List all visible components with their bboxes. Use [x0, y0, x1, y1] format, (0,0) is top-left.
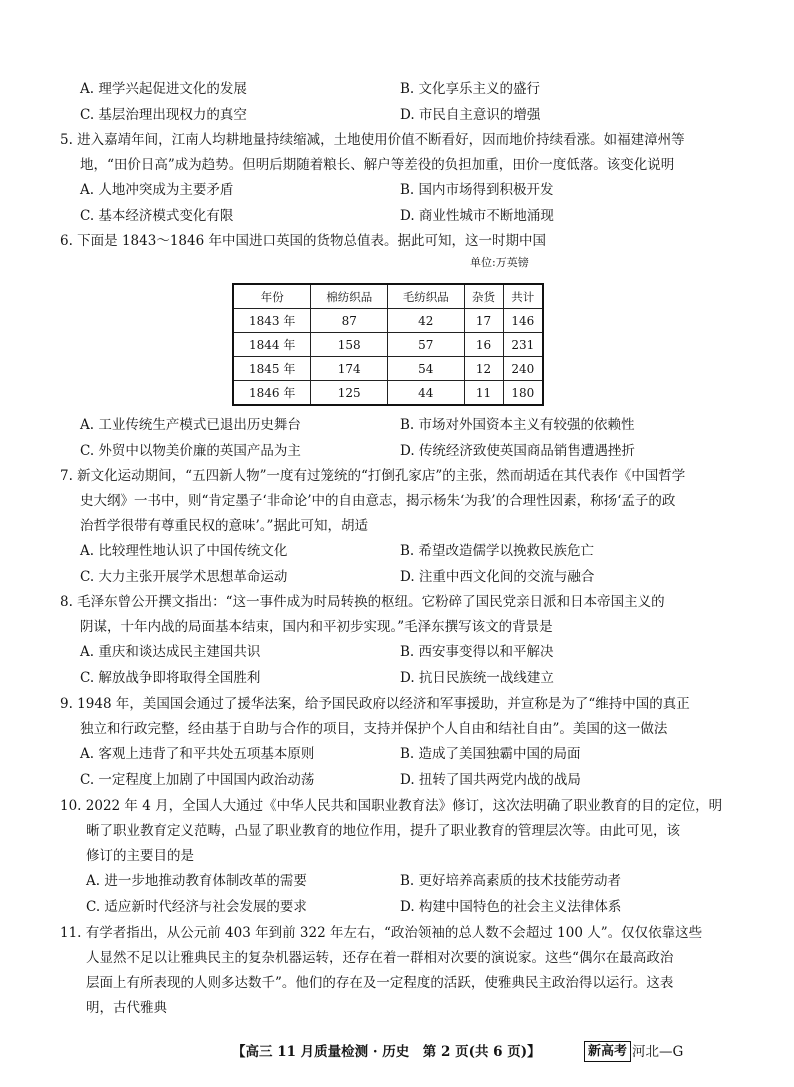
- table-header-row: [233, 284, 543, 309]
- q6-table-unit: 单位:万英镑: [470, 256, 529, 269]
- q5-option-b: B. 国内市场得到积极开发: [400, 182, 554, 198]
- table-cell: 57: [387, 333, 464, 357]
- table-row: [233, 357, 543, 381]
- table-cell: 1846 年: [233, 381, 311, 406]
- q7-option-a: A. 比较理性地认识了中国传统文化: [80, 543, 288, 559]
- q7-option-b: B. 希望改造儒学以挽救民族危亡: [400, 543, 595, 559]
- q6-option-d: D. 传统经济致使英国商品销售遭遇挫折: [400, 443, 635, 459]
- table-cell: 11: [464, 381, 503, 406]
- table-header-year: 年份: [233, 284, 311, 309]
- table-cell: 16: [464, 333, 503, 357]
- q6-option-a: A. 工业传统生产模式已退出历史舞台: [80, 417, 301, 433]
- table-cell: 1844 年: [233, 333, 311, 357]
- q4-option-b: B. 文化享乐主义的盛行: [400, 81, 541, 97]
- q6-option-b: B. 市场对外国资本主义有较强的依赖性: [400, 417, 635, 433]
- q10-stem-line-2: 晰了职业教育定义范畴，凸显了职业教育的地位作用，提升了职业教育的管理层次等。由此可见，该: [86, 823, 680, 839]
- q8-option-b: B. 西安事变得以和平解决: [400, 644, 554, 660]
- q5-option-d: D. 商业性城市不断地涌现: [400, 208, 554, 224]
- table-cell: 1845 年: [233, 357, 311, 381]
- q10-stem-line-1: 10. 2022 年 4 月，全国人大通过《中华人民共和国职业教育法》修订，这次法明确了职业教育的目的定位，明: [60, 798, 723, 814]
- q7-stem-line-2: 史大纲》一书中，则“肯定墨子‘非命论’中的自由意志，揭示杨朱‘为我’的合理性因素，称扬‘孟子的政: [80, 493, 676, 509]
- q11-stem-line-3: 层面上有所表现的人则多达数千”。他们的存在及一定程度的活跃，使雅典民主政治得以运行。这表: [86, 975, 674, 991]
- q5-option-c: C. 基本经济模式变化有限: [80, 208, 234, 224]
- new-gaokao-badge: 新高考: [584, 1041, 631, 1062]
- table-cell: 125: [311, 381, 388, 406]
- q9-option-d: D. 扭转了国共两党内战的战局: [400, 772, 581, 788]
- table-cell: 44: [387, 381, 464, 406]
- q10-stem-line-3: 修订的主要目的是: [86, 848, 194, 864]
- q10-option-b: B. 更好培养高素质的技术技能劳动者: [400, 873, 622, 889]
- table-cell: 180: [503, 381, 543, 406]
- table-cell: 146: [503, 309, 543, 333]
- table-cell: 54: [387, 357, 464, 381]
- q9-stem-line-1: 9. 1948 年，美国国会通过了援华法案，给予国民政府以经济和军事援助，并宣称是为了“维持中国的真正: [60, 696, 690, 712]
- q10-option-a: A. 进一步地推动教育体制改革的需要: [86, 873, 307, 889]
- q11-stem-line-2: 人显然不足以让雅典民主的复杂机器运转，还存在着一群相对次要的演说家。这些“偶尔在最高政治: [86, 950, 674, 966]
- q10-option-c: C. 适应新时代经济与社会发展的要求: [86, 899, 307, 915]
- table-cell: 158: [311, 333, 388, 357]
- table-cell: 87: [311, 309, 388, 333]
- q7-option-c: C. 大力主张开展学术思想革命运动: [80, 569, 288, 585]
- q8-option-d: D. 抗日民族统一战线建立: [400, 670, 554, 686]
- q6-stem: 6. 下面是 1843～1846 年中国进口英国的货物总值表。据此可知，这一时期中国: [60, 233, 546, 249]
- q11-stem-line-1: 11. 有学者指出，从公元前 403 年到前 322 年左右，“政治领袖的总人数不会超过 100 人”。仅仅依靠这些: [60, 925, 703, 941]
- q11-stem-line-4: 明，古代雅典: [86, 1000, 167, 1016]
- table-cell: 174: [311, 357, 388, 381]
- q6-option-c: C. 外贸中以物美价廉的英国产品为主: [80, 443, 301, 459]
- q5-stem-line-1: 5. 进入嘉靖年间，江南人均耕地量持续缩减，土地使用价值不断看好，因而地价持续看涨。如福建漳州等: [60, 132, 685, 148]
- q5-option-a: A. 人地冲突成为主要矛盾: [80, 182, 234, 198]
- q4-option-c: C. 基层治理出现权力的真空: [80, 107, 247, 123]
- table-header-cotton: 棉纺织品: [311, 284, 388, 309]
- table-cell: 240: [503, 357, 543, 381]
- region-code: 河北—G: [632, 1044, 684, 1060]
- table-row: [233, 381, 543, 406]
- table-cell: 1843 年: [233, 309, 311, 333]
- q7-stem-line-1: 7. 新文化运动期间，“五四新人物”一度有过笼统的“打倒孔家店”的主张，然而胡适在其代表作《中国哲学: [60, 468, 686, 484]
- q4-option-a: A. 理学兴起促进文化的发展: [80, 81, 247, 97]
- q9-stem-line-2: 独立和行政完整，经由基于自助与合作的项目，支持并保护个人自由和结社自由”。美国的这一做法: [80, 721, 668, 737]
- q6-trade-table: [232, 283, 544, 406]
- footer-title: 【高三 11 月质量检测 · 历史 第 2 页(共 6 页)】: [232, 1044, 541, 1060]
- q10-option-d: D. 构建中国特色的社会主义法律体系: [400, 899, 622, 915]
- table-cell: 12: [464, 357, 503, 381]
- q5-stem-line-2: 地，“田价日高”成为趋势。但明后期随着粮长、解户等差役的负担加重，田价一度低落。该变化说明: [80, 157, 675, 173]
- table-row: [233, 333, 543, 357]
- q9-option-c: C. 一定程度上加剧了中国国内政治动荡: [80, 772, 315, 788]
- table-cell: 231: [503, 333, 543, 357]
- q9-option-a: A. 客观上违背了和平共处五项基本原则: [80, 746, 315, 762]
- q8-option-c: C. 解放战争即将取得全国胜利: [80, 670, 261, 686]
- table-header-wool: 毛纺织品: [387, 284, 464, 309]
- q8-stem-line-1: 8. 毛泽东曾公开撰文指出：“这一事件成为时局转换的枢纽。它粉碎了国民党亲日派和日本帝国主义的: [60, 594, 665, 610]
- q7-option-d: D. 注重中西文化间的交流与融合: [400, 569, 595, 585]
- table-header-misc: 杂货: [464, 284, 503, 309]
- q4-option-d: D. 市民自主意识的增强: [400, 107, 541, 123]
- table-cell: 17: [464, 309, 503, 333]
- q8-stem-line-2: 阴谋，十年内战的局面基本结束，国内和平初步实现。”毛泽东撰写该文的背景是: [80, 619, 553, 635]
- table-header-total: 共计: [503, 284, 543, 309]
- q9-option-b: B. 造成了美国独霸中国的局面: [400, 746, 581, 762]
- table-row: [233, 309, 543, 333]
- q8-option-a: A. 重庆和谈达成民主建国共识: [80, 644, 261, 660]
- q7-stem-line-3: 治哲学很带有尊重民权的意味’。”据此可知，胡适: [80, 518, 368, 534]
- table-cell: 42: [387, 309, 464, 333]
